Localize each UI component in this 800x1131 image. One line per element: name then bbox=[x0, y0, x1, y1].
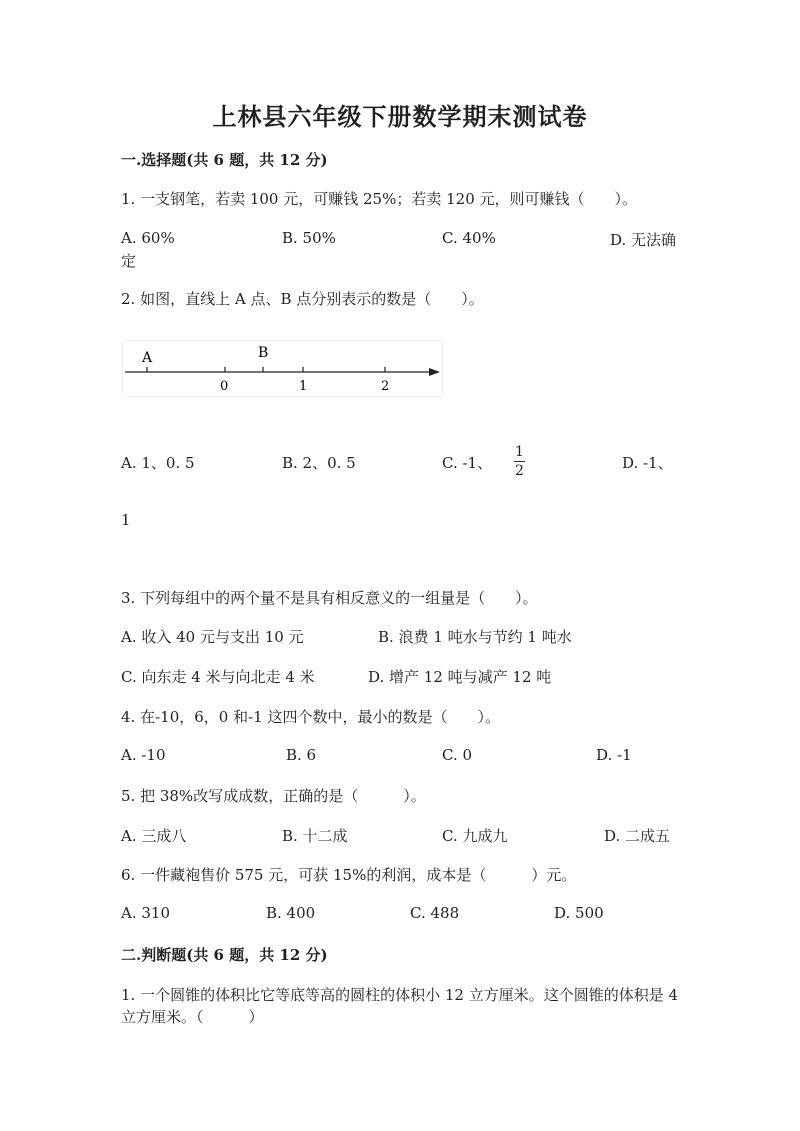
q5-option-d: D. 二成五 bbox=[604, 827, 671, 845]
q2-option-d: D. -1、 bbox=[622, 454, 673, 472]
question-1-stem: 1. 一支钢笔，若卖 100 元，可赚钱 25%；若卖 120 元，则可赚钱（ ）。 bbox=[121, 190, 638, 208]
fraction-bar bbox=[514, 461, 525, 462]
q5-option-a: A. 三成八 bbox=[121, 827, 187, 845]
q2-option-c: C. -1、 bbox=[442, 454, 493, 472]
q5-option-c: C. 九成九 bbox=[442, 827, 508, 845]
question-6-stem: 6. 一件藏袍售价 575 元，可获 15%的利润，成本是（ ）元。 bbox=[121, 866, 577, 884]
figure-border bbox=[123, 341, 443, 397]
section-heading-judgement: 二.判断题(共 6 题，共 12 分) bbox=[121, 946, 328, 964]
q1-option-d-continued: 定 bbox=[121, 252, 137, 270]
judgement-question-1: 1. 一个圆锥的体积比它等底等高的圆柱的体积小 12 立方厘米。这个圆锥的体积是 4 立方厘米。（ ） bbox=[121, 986, 679, 1026]
page-title: 上林县六年级下册数学期末测试卷 bbox=[212, 102, 588, 131]
q3-option-b: B. 浪费 1 吨水与节约 1 吨水 bbox=[378, 628, 572, 646]
tick-label-1: 1 bbox=[299, 379, 308, 394]
q3-option-a: A. 收入 40 元与支出 10 元 bbox=[121, 628, 304, 646]
q6-option-a: A. 310 bbox=[121, 904, 170, 922]
q4-option-a: A. -10 bbox=[121, 746, 166, 764]
number-line-figure bbox=[122, 340, 444, 398]
fraction-numerator: 1 bbox=[515, 444, 524, 460]
q6-option-d: D. 500 bbox=[554, 904, 604, 922]
tick-label-2: 2 bbox=[381, 379, 390, 394]
tick-label-0: 0 bbox=[220, 379, 229, 394]
fraction-denominator: 2 bbox=[515, 463, 524, 479]
point-b-label: B bbox=[258, 345, 269, 361]
q2-option-b: B. 2、0. 5 bbox=[282, 454, 356, 472]
question-5-stem: 5. 把 38%改写成成数，正确的是（ ）。 bbox=[121, 787, 426, 805]
point-a-label: A bbox=[142, 350, 153, 366]
q2-option-d-continued: 1 bbox=[121, 511, 131, 529]
q2-option-c-fraction bbox=[514, 444, 525, 479]
q6-option-b: B. 400 bbox=[266, 904, 316, 922]
question-3-stem: 3. 下列每组中的两个量不是具有相反意义的一组量是（ ）。 bbox=[121, 589, 538, 607]
q6-option-c: C. 488 bbox=[410, 904, 460, 922]
q3-option-c: C. 向东走 4 米与向北走 4 米 bbox=[121, 668, 315, 686]
q2-option-a: A. 1、0. 5 bbox=[121, 454, 195, 472]
q5-option-b: B. 十二成 bbox=[282, 827, 348, 845]
number-line-arrow bbox=[429, 368, 440, 376]
q3-option-d: D. 增产 12 吨与减产 12 吨 bbox=[368, 668, 552, 686]
q1-option-c: C. 40% bbox=[442, 229, 496, 247]
q1-option-d: D. 无法确 bbox=[610, 231, 677, 249]
question-4-stem: 4. 在-10，6，0 和-1 这四个数中，最小的数是（ ）。 bbox=[121, 708, 500, 726]
question-2-stem: 2. 如图，直线上 A 点、B 点分别表示的数是（ ）。 bbox=[121, 290, 484, 308]
q4-option-b: B. 6 bbox=[286, 746, 317, 764]
q1-option-b: B. 50% bbox=[282, 229, 336, 247]
q1-option-a: A. 60% bbox=[121, 229, 175, 247]
section-heading-choice: 一.选择题(共 6 题，共 12 分) bbox=[121, 151, 328, 169]
q4-option-d: D. -1 bbox=[596, 746, 632, 764]
q4-option-c: C. 0 bbox=[442, 746, 473, 764]
